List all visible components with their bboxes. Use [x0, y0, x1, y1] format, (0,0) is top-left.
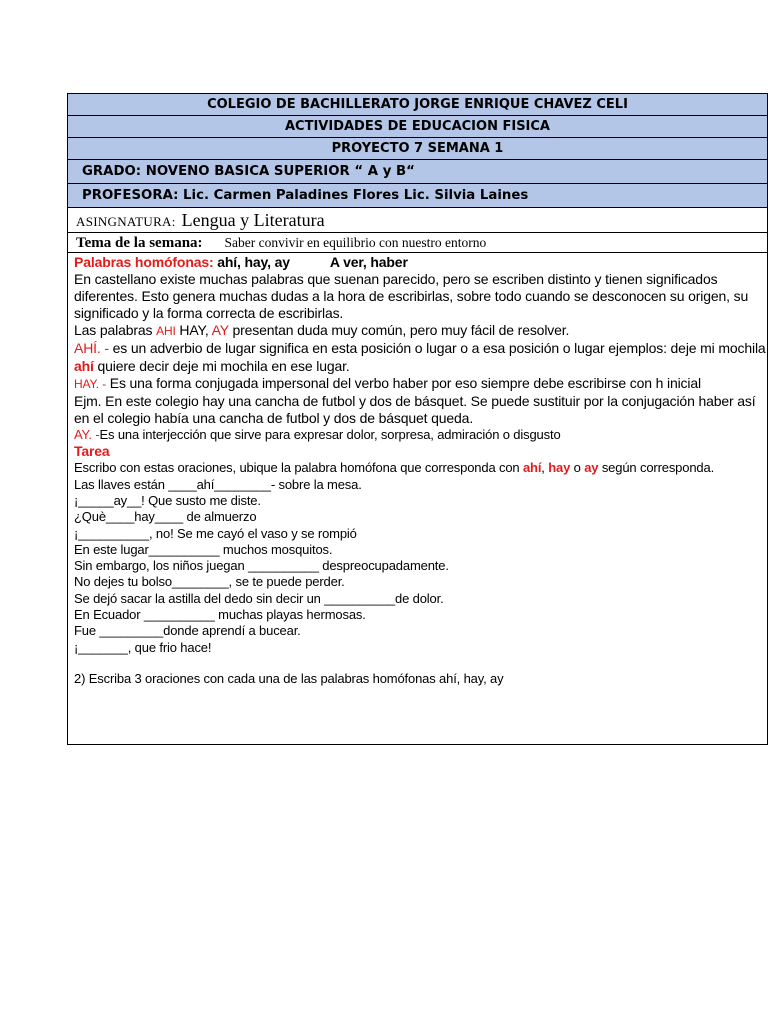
task-word-ahi: ahí	[522, 460, 542, 476]
content-cell	[67, 252, 768, 745]
task-pre: Escribo con estas oraciones, ubique la palabra homófona que corresponda con	[74, 460, 523, 476]
exercise-item: En Ecuador __________ muchas playas hermosas.	[74, 607, 366, 622]
word-hay: HAY,	[175, 322, 212, 339]
document-table	[67, 93, 768, 745]
words-post: presentan duda muy común, pero muy fácil de resolver.	[228, 322, 570, 339]
exercise-item: En este lugar__________ muchos mosquitos.	[74, 541, 333, 557]
ahi-label: AHÍ. -	[74, 340, 109, 357]
exercise-item: ¡_______, que frio hace!	[74, 639, 212, 655]
subject-value: Lengua y Literatura	[181, 210, 325, 230]
exercise-item: Las llaves están ____ahí________- sobre la mesa.	[74, 476, 362, 492]
task-title: Tarea	[74, 443, 110, 460]
ahi-def-2: quiere decir deje mi mochila en ese lugar.	[93, 357, 350, 374]
intro-paragraph: En castellano existe muchas palabras que suenan parecido, pero se escriben distinto y tienen significados diferentes. Esto genera muchas dudas a la hora de escribirlas, sobre todo cuando se desconocen su origen, su significado y la forma correcta de escribirlas.	[74, 271, 749, 322]
task-post: según corresponda.	[598, 460, 715, 476]
hay-label: HAY. -	[74, 376, 107, 391]
words-pre: Las palabras	[74, 322, 157, 339]
question-2: 2) Escriba 3 oraciones con cada una de las palabras homófonas ahí, hay, ay	[74, 670, 504, 686]
topic-words: ahí, hay, ay	[213, 254, 290, 270]
exercise-item: Fue _________donde aprendí a bucear.	[74, 623, 301, 639]
topic-extra: A ver, haber	[329, 254, 408, 270]
exercise-item: Sin embargo, los niños juegan __________ despreocupadamente.	[74, 558, 449, 574]
hay-example: Ejm. En este colegio hay una cancha de futbol y dos de básquet. Se puede sustituir por la conjugación haber así en el colegio había una cancha de futbol y dos de básquet queda.	[74, 392, 756, 426]
exercise-item: ¿Què____hay____ de almuerzo	[74, 509, 257, 525]
exercise-item: ¡__________, no! Se me cayó el vaso y se rompió	[74, 525, 357, 541]
subject-row	[67, 207, 768, 232]
topic-label: Palabras homófonas:	[74, 254, 214, 270]
exercise-item: ¡_____ay__! Que susto me diste.	[74, 492, 261, 508]
topic-line	[74, 254, 767, 271]
theme-value: Saber convivir en equilibrio con nuestro entorno	[224, 235, 487, 250]
subject-label: ASINGNATURA:	[76, 214, 176, 229]
task-sep-1: ,	[541, 460, 549, 476]
ahi-definition	[74, 340, 767, 374]
theme-label: Tema de la semana:	[76, 235, 203, 251]
hay-definition	[74, 375, 767, 393]
task-sep-2: o	[570, 460, 585, 476]
word-ahi: AHI	[156, 324, 176, 339]
activities-title: ACTIVIDADES DE EDUCACION FISICA	[67, 115, 768, 137]
ay-definition	[74, 427, 767, 443]
teacher-row: PROFESORA: Lic. Carmen Paladines Flores Lic. Silvia Laines	[67, 183, 768, 207]
exercise-item: Se dejó sacar la astilla del dedo sin decir un __________de dolor.	[74, 590, 444, 606]
ay-label: AY. -	[74, 426, 100, 442]
project-title: PROYECTO 7 SEMANA 1	[67, 137, 768, 159]
task-word-hay: hay	[548, 460, 571, 476]
word-ay: AY	[211, 322, 229, 339]
ahi-word: ahí	[74, 357, 94, 374]
task-word-ay: ay	[584, 460, 599, 476]
ahi-def-1: es un adverbio de lugar significa en esta posición o lugar o a esa posición o lugar ejemplos: deje mi mochila	[108, 340, 766, 357]
theme-row	[67, 232, 768, 252]
task-instructions	[74, 460, 767, 476]
words-paragraph	[74, 322, 767, 340]
grade-row: GRADO: NOVENO BASICA SUPERIOR “ A y B“	[67, 159, 768, 183]
hay-def: Es una forma conjugada impersonal del verbo haber por eso siempre debe escribirse con h inicial	[106, 374, 701, 391]
exercise-item: No dejes tu bolso________, se te puede perder.	[74, 574, 345, 590]
school-name: COLEGIO DE BACHILLERATO JORGE ENRIQUE CHAVEZ CELI	[67, 93, 768, 115]
ay-def: Es una interjección que sirve para expresar dolor, sorpresa, admiración o disgusto	[99, 426, 561, 442]
